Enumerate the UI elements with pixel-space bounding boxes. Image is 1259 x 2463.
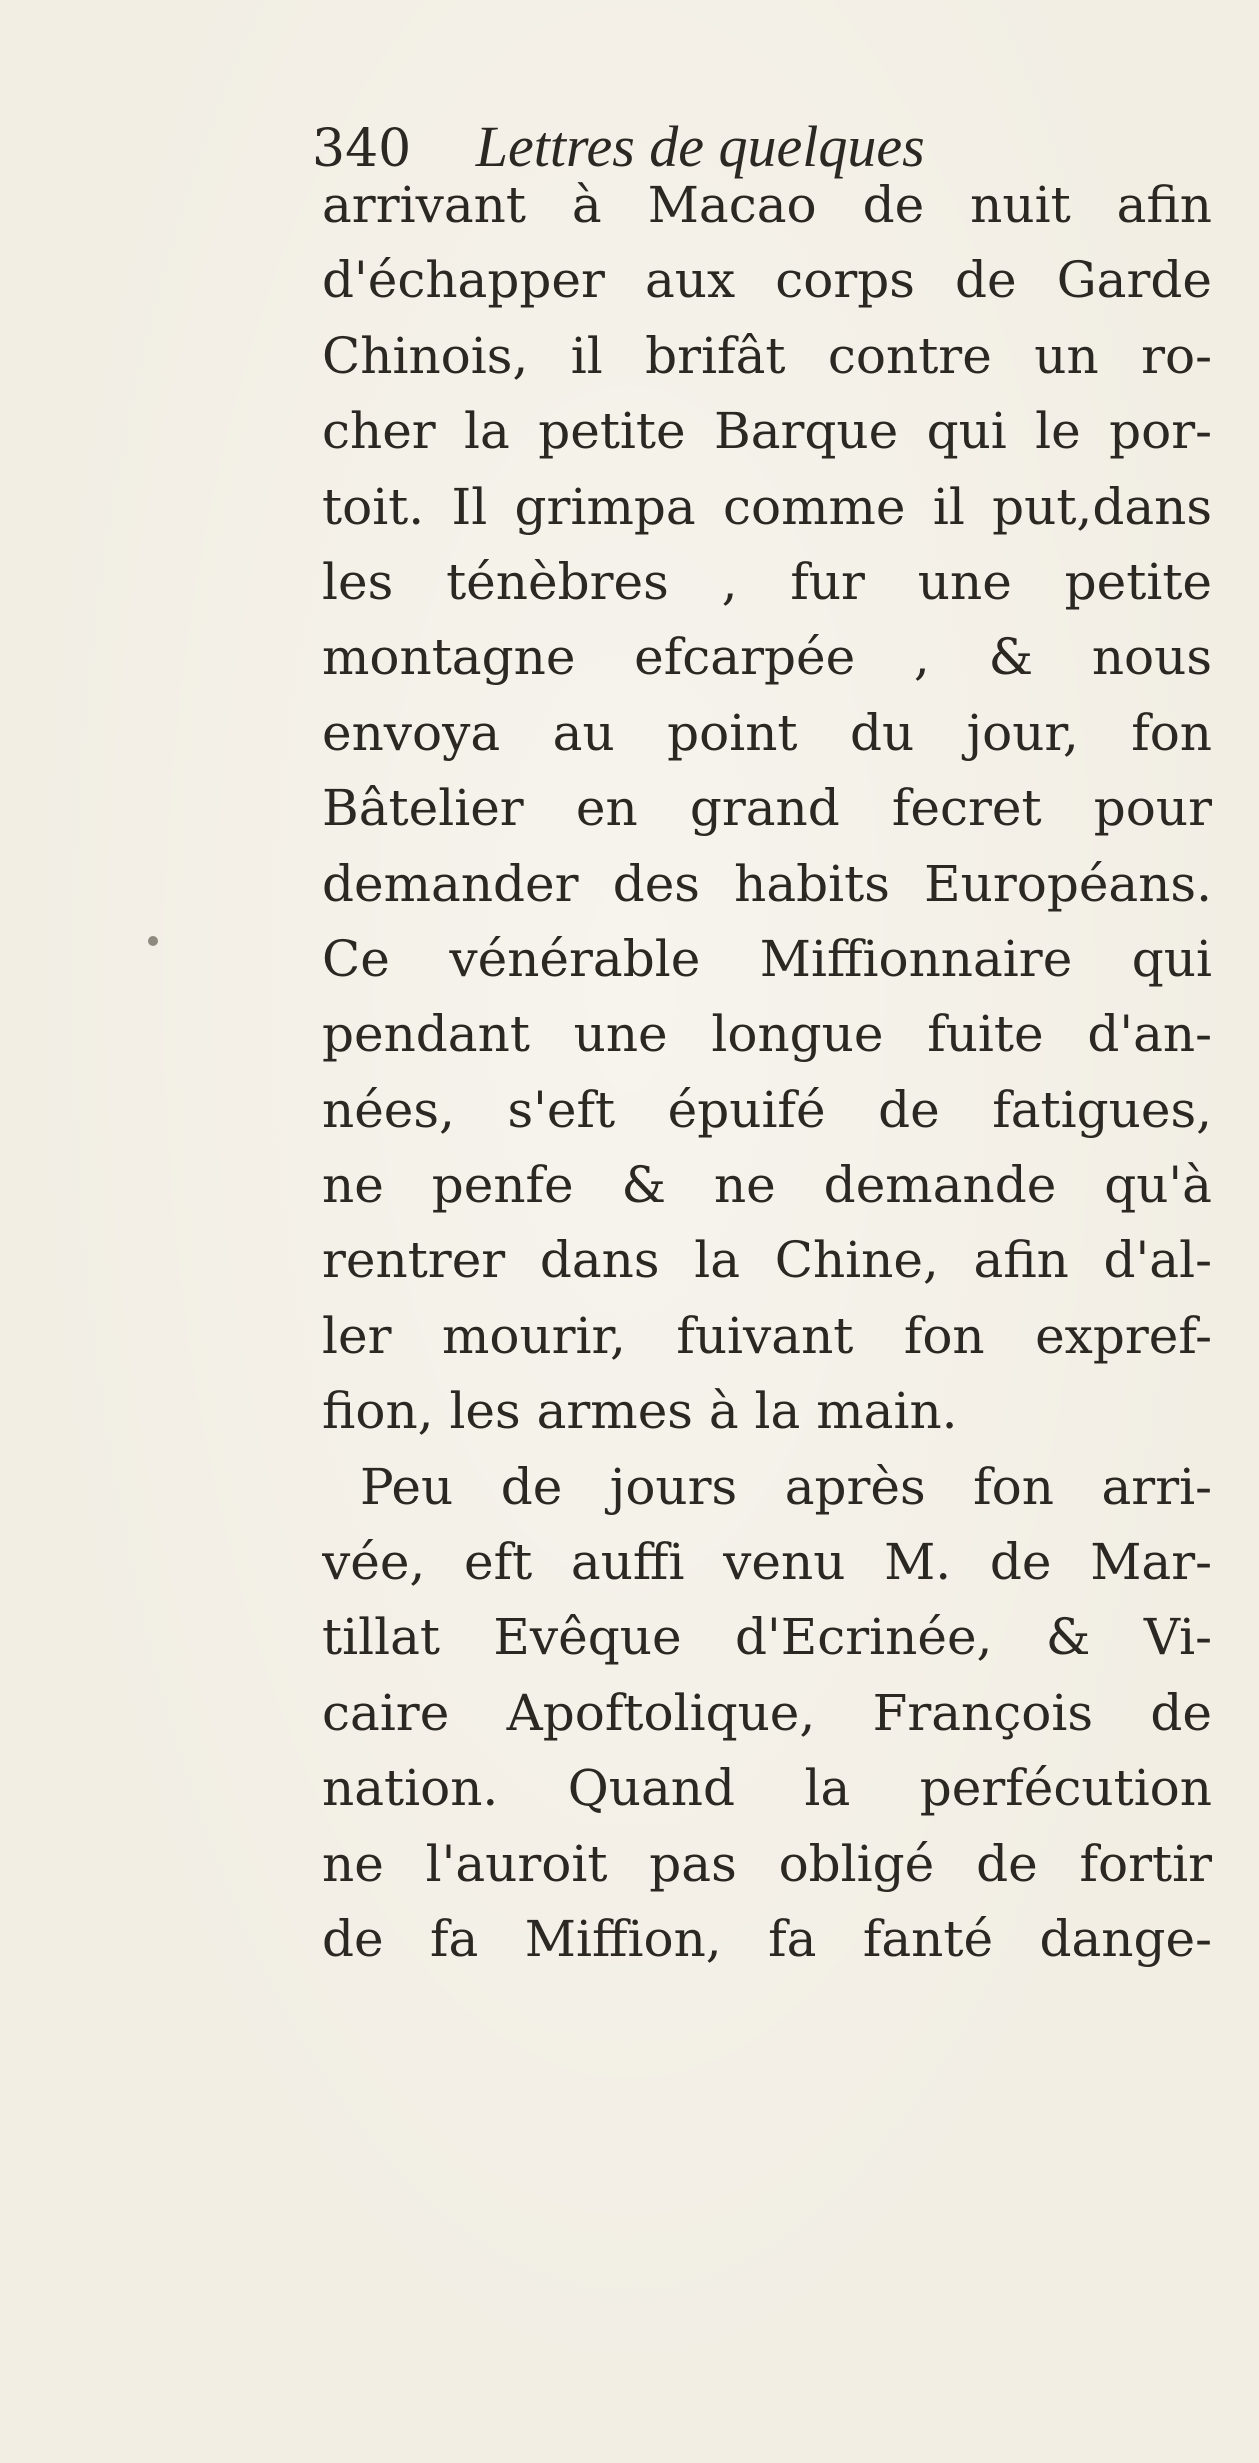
text-line: caire Apoftolique, François de bbox=[322, 1683, 1212, 1742]
text-line: les ténèbres , fur une petite bbox=[322, 552, 1212, 611]
text-line: d'échapper aux corps de Garde bbox=[322, 251, 1212, 310]
text-line: envoya au point du jour, fon bbox=[322, 703, 1212, 762]
text-line: fion, les armes à la main. bbox=[322, 1382, 958, 1441]
text-line: de fa Miffion, fa fanté dange- bbox=[322, 1909, 1212, 1968]
text-line: ler mourir, fuivant fon expref- bbox=[322, 1306, 1212, 1365]
text-line: vée, eft auffi venu M. de Mar- bbox=[322, 1533, 1212, 1592]
margin-dot bbox=[148, 936, 158, 946]
text-line: Chinois, il brifât contre un ro- bbox=[322, 326, 1212, 385]
text-line: Bâtelier en grand fecret pour bbox=[322, 779, 1212, 838]
text-line: Peu de jours après fon arri- bbox=[360, 1457, 1212, 1516]
text-line: ne l'auroit pas obligé de fortir bbox=[322, 1834, 1212, 1893]
page-number: 340 bbox=[312, 119, 412, 179]
text-line: demander des habits Européans. bbox=[322, 854, 1212, 913]
running-title: Lettres de quelques bbox=[475, 114, 925, 179]
text-line: ne penfe & ne demande qu'à bbox=[322, 1156, 1212, 1215]
text-line: toit. Il grimpa comme il put,dans bbox=[322, 477, 1212, 536]
text-line: nation. Quand la perfécution bbox=[322, 1759, 1212, 1818]
text-line: arrivant à Macao de nuit afin bbox=[322, 176, 1212, 234]
text-line: tillat Evêque d'Ecrinée, & Vi- bbox=[322, 1608, 1212, 1667]
text-line: cher la petite Barque qui le por- bbox=[322, 402, 1212, 461]
text-line: montagne efcarpée , & nous bbox=[322, 628, 1212, 687]
body-text bbox=[322, 168, 1212, 1977]
text-line: pendant une longue fuite d'an- bbox=[322, 1005, 1212, 1064]
text-line: Ce vénérable Miffionnaire qui bbox=[322, 929, 1212, 988]
text-line: rentrer dans la Chine, afin d'al- bbox=[322, 1231, 1212, 1290]
text-line: nées, s'eft épuifé de fatigues, bbox=[322, 1080, 1212, 1139]
